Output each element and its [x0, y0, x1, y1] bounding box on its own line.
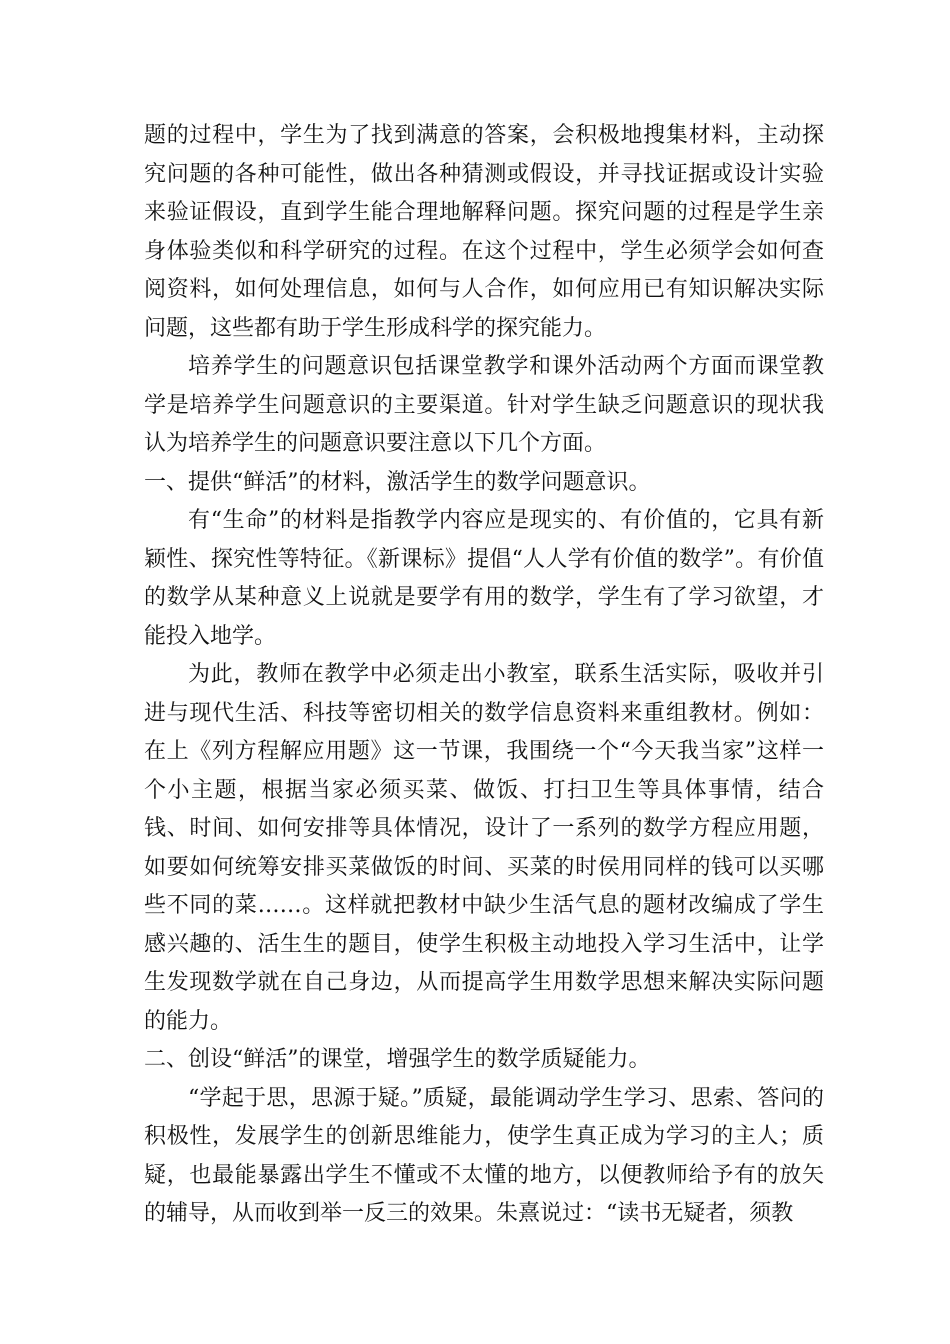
paragraph-teaching-example: 为此，教师在教学中必须走出小教室，联系生活实际，吸收并引进与现代生活、科技等密切相关的数学信息资料来重组教材。例如：在上《列方程解应用题》这一节课，我围绕一个“今天我当家”这样一个小主题，根据当家必须买菜、做饭、打扫卫生等具体事情，结合钱、时间、如何安排等具体情况，设计了一系列的数学方程应用题，如要如何统筹安排买菜做饭的时间、买菜的时侯用同样的钱可以买哪些不同的菜……。这样就把教材中缺少生活气息的题材改编成了学生感兴趣的、活生生的题目，使学生积极主动地投入学习生活中，让学生发现数学就在自己身边，从而提高学生用数学思想来解决实际问题的能力。	[144, 662, 824, 1034]
paragraph-living-materials: 有“生命”的材料是指教学内容应是现实的、有价值的，它具有新颖性、探究性等特征。《新课标》提倡“人人学有价值的数学”。有价值的数学从某种意义上说就是要学有用的数学，学生有了学习欲望，才能投入地学。	[144, 508, 824, 649]
document-body	[144, 117, 824, 1234]
paragraph-questioning: “学起于思，思源于疑。”质疑，最能调动学生学习、思索、答问的积极性，发展学生的创新思维能力，使学生真正成为学习的主人；质疑，也最能暴露出学生不懂或不太懂的地方，以便教师给予有的放矢的辅导，从而收到举一反三的效果。朱熹说过：“读书无疑者，须教	[144, 1085, 824, 1226]
paragraph-problem-awareness: 培养学生的问题意识包括课堂教学和课外活动两个方面而课堂教学是培养学生问题意识的主要渠道。针对学生缺乏问题意识的现状我认为培养学生的问题意识要注意以下几个方面。	[144, 354, 824, 456]
section-heading-2: 二、创设“鲜活”的课堂，增强学生的数学质疑能力。	[144, 1047, 651, 1072]
section-heading-1: 一、提供“鲜活”的材料，激活学生的数学问题意识。	[144, 469, 651, 495]
paragraph-inquiry-process: 题的过程中，学生为了找到满意的答案，会积极地搜集材料，主动探究问题的各种可能性，做出各种猜测或假设，并寻找证据或设计实验来验证假设，直到学生能合理地解释问题。探究问题的过程是学生亲身体验类似和科学研究的过程。在这个过程中，学生必须学会如何查阅资料，如何处理信息，如何与人合作，如何应用已有知识解决实际问题，这些都有助于学生形成科学的探究能力。	[144, 123, 824, 341]
